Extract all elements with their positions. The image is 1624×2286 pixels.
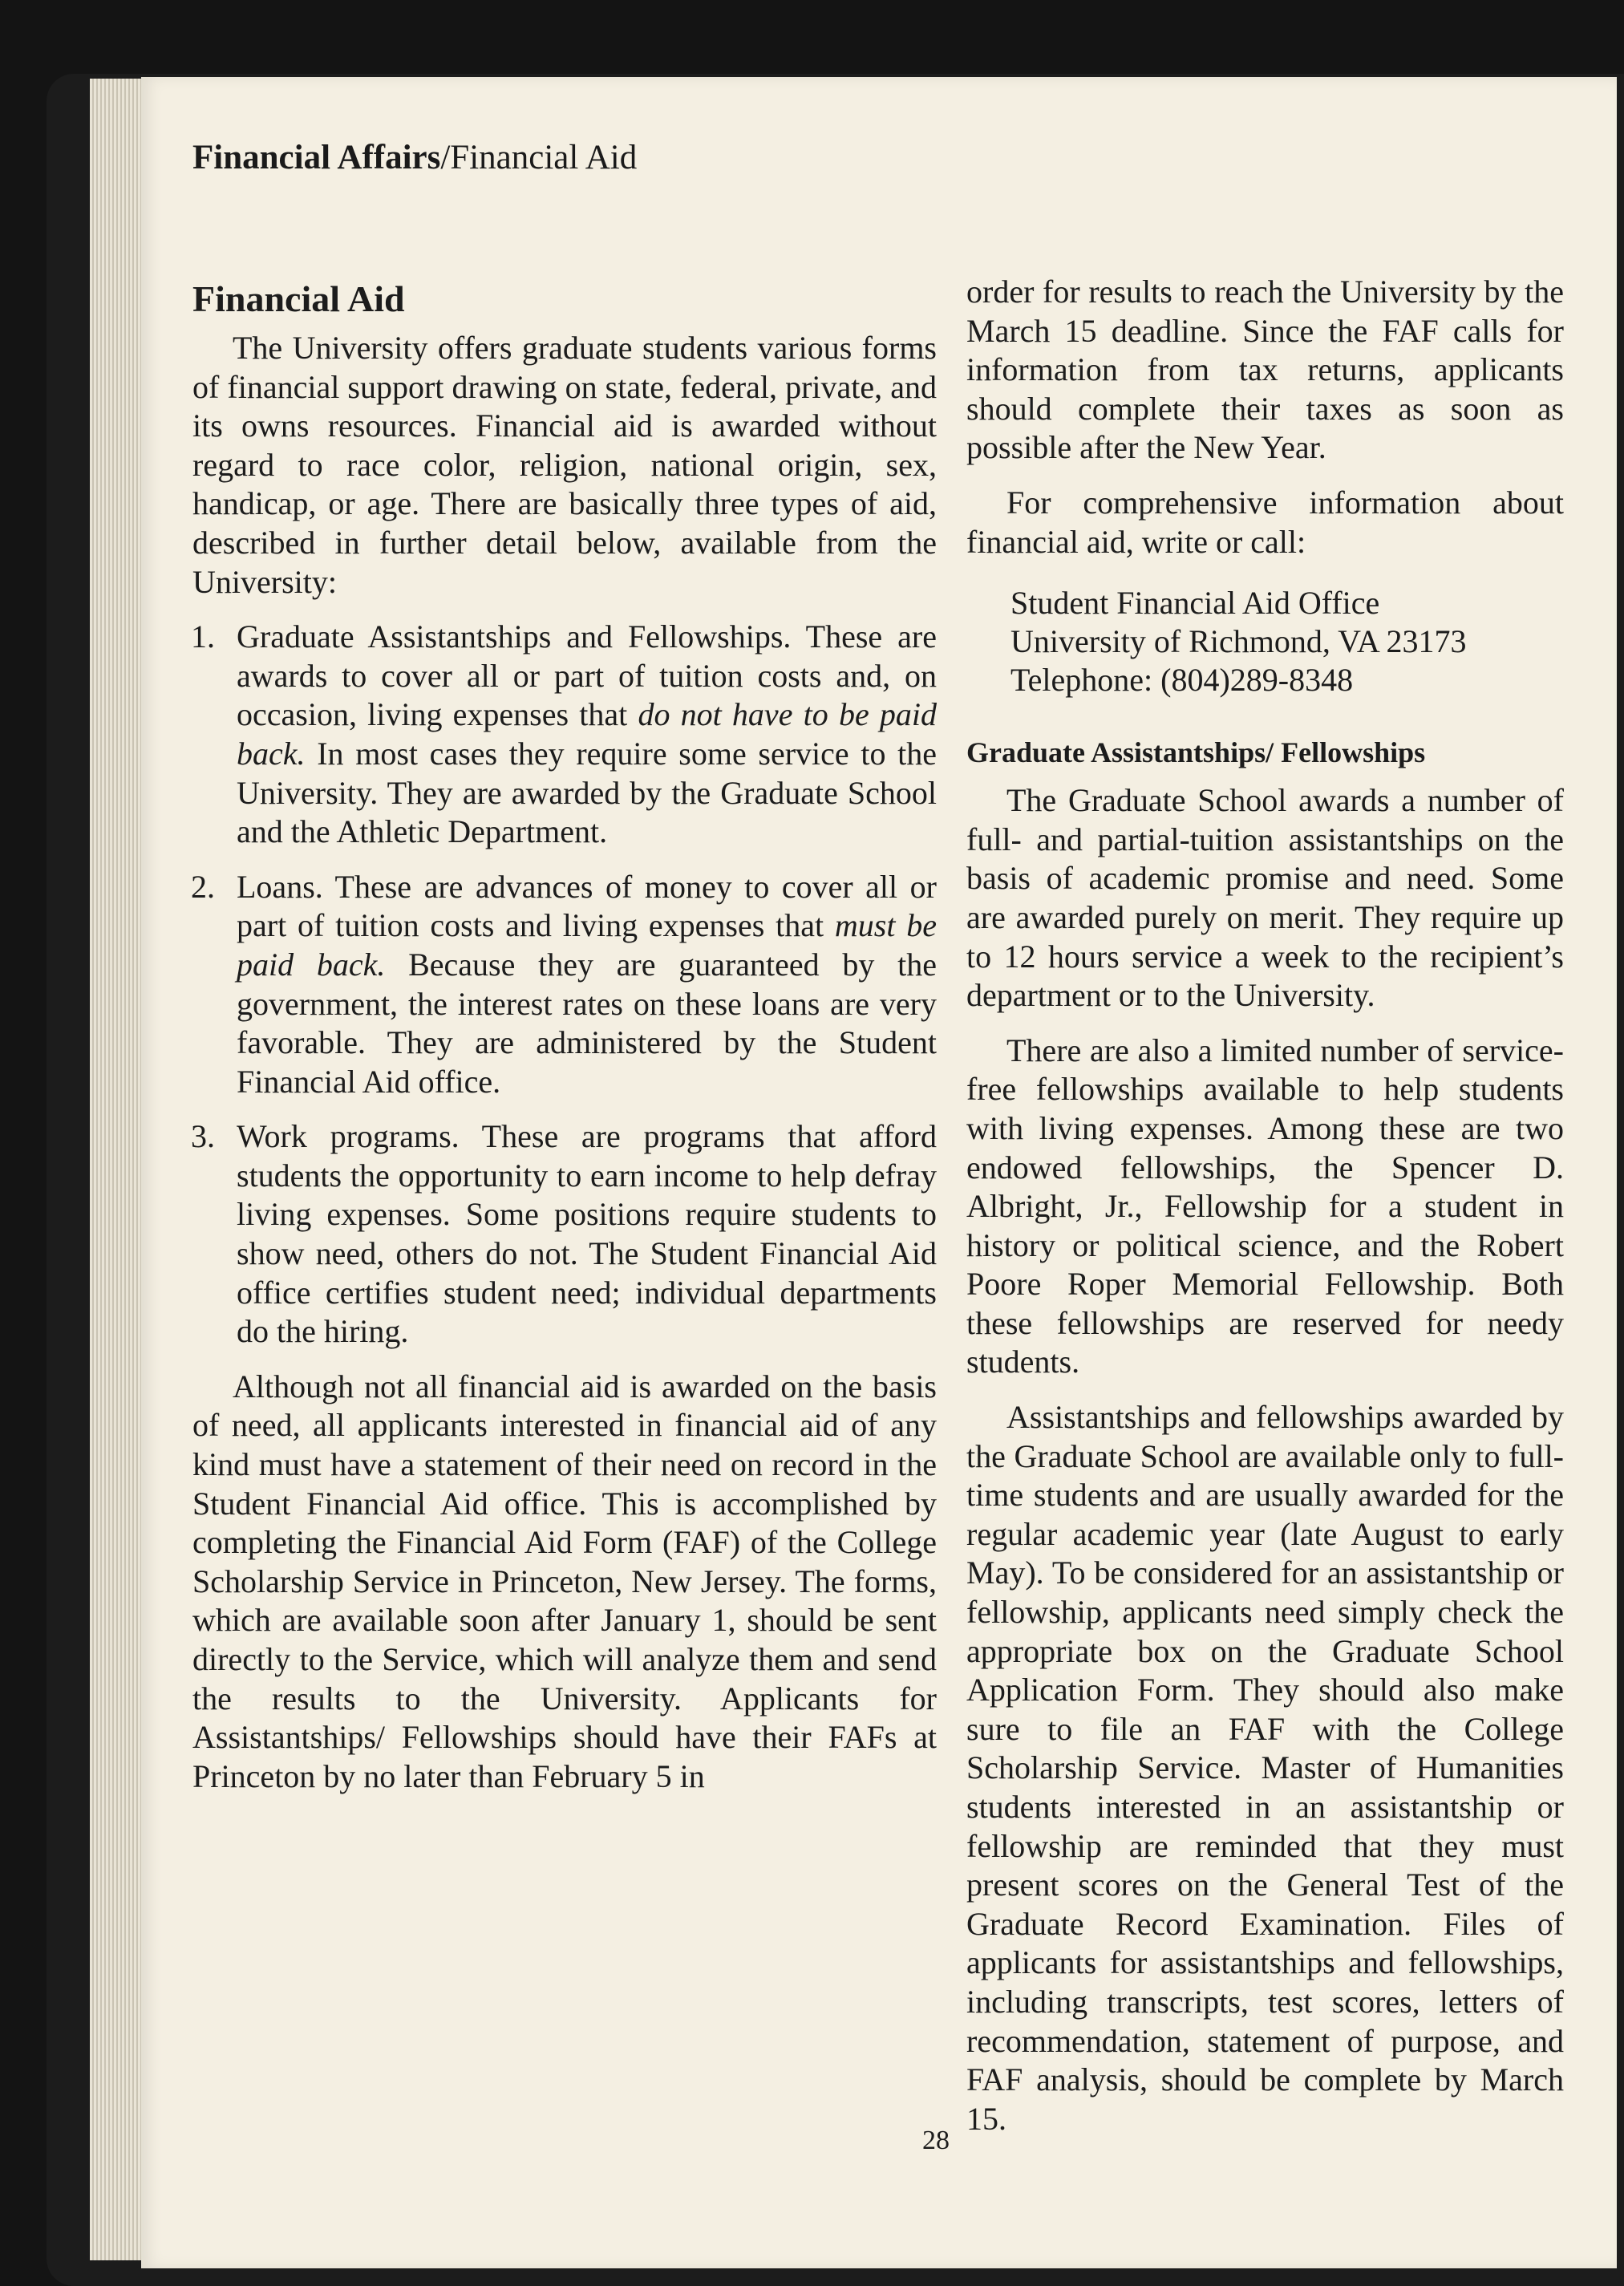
section-title: Financial Aid [192, 278, 405, 319]
left-column [192, 273, 937, 1812]
list-number: 2. [191, 868, 215, 905]
address-line: University of Richmond, VA 23173 [1010, 623, 1467, 660]
running-head-bold: Financial Affairs [192, 139, 441, 176]
list-item [192, 868, 937, 1102]
list-number: 3. [191, 1118, 215, 1155]
running-head [192, 138, 637, 177]
fellowships-paragraph: There are also a limited number of service-free fellowships available to help students with living expenses. Among these are two endowed fellowships, the Spencer D. Albright, Jr., Fellowship for a student in history or political science, and the Robert Poore Roper Memorial Fellowship. Both these fellowships are reserved for needy students. [966, 1032, 1564, 1380]
list-text-after: In most cases they require some service to the University. They are awarded by the Graduate School and the Athletic Department. [237, 735, 937, 850]
subsection-heading: Graduate Assistantships/ Fellowships [966, 736, 1426, 769]
list-number: 1. [191, 618, 215, 655]
intro-paragraph: The University offers graduate students various forms of financial support drawing on state, federal, private, and its owns resources. Financial aid is awarded without regard to race color, religion, national origin, sex, handicap, or age. There are basically three types of aid, described in further detail below, available from the University: [192, 330, 937, 600]
running-head-rest: /Financial Aid [440, 139, 638, 176]
contact-intro: For comprehensive information about financial aid, write or call: [966, 484, 1564, 560]
list-item [192, 1117, 937, 1352]
list-emphasis: must be paid back. [237, 907, 937, 983]
address-line: Telephone: (804)289-8348 [1010, 662, 1354, 699]
list-text: Loans. These are advances of money to cover all or part of tuition costs and living expenses that [237, 868, 937, 944]
list-text: Graduate Assistantships and Fellowships. These are awards to cover all or part of tuition costs and, on occasion, living expenses that [237, 618, 937, 733]
page-number: 28 [922, 2126, 950, 2155]
continuation-paragraph: order for results to reach the University by the March 15 deadline. Since the FAF calls for information from tax returns, applicants should complete their taxes as soon as possible after the New Year. [966, 274, 1564, 466]
address-block [1010, 584, 1564, 699]
list-emphasis: do not have to be paid back. [237, 696, 938, 772]
list-text: Work programs. These are programs that afford students the opportunity to earn income to help defray living expenses. Some positions require students to show need, others do not. The Student Financial Aid office certifies student need; individual departments do the hiring. [237, 1118, 937, 1350]
assistantships-paragraph: The Graduate School awards a number of full- and partial-tuition assistantships on the basis of academic promise and need. Some are awarded purely on merit. They require up to 12 hours service a week to the recipient’s department or to the University. [966, 782, 1564, 1014]
aid-types-list [192, 618, 937, 1352]
list-text-after: Because they are guaranteed by the government, the interest rates on these loans are very favorable. They are administered by the Student Financial Aid office. [237, 946, 937, 1100]
need-paragraph: Although not all financial aid is awarded on the basis of need, all applicants interested in financial aid of any kind must have a statement of their need on record in the Student Financial Aid office. This is accomplished by completing the Financial Aid Form (FAF) of the College Scholarship Service in Princeton, New Jersey. The forms, which are available soon after January 1, should be sent directly to the Service, which will analyze them and send the results to the University. Applicants for Assistantships/ Fellowships should have their FAFs at Princeton by no later than February 5 in [192, 1368, 937, 1794]
right-column [966, 273, 1564, 2154]
application-paragraph: Assistantships and fellowships awarded by the Graduate School are available only to full-time students and are usually awarded for the regular academic year (late August to early May). To be considered for an assistantship or fellowship, applicants need simply check the appropriate box on the Graduate School Application Form. They should also make sure to file an FAF with the College Scholarship Service. Master of Humanities students interested in an assistantship or fellowship are reminded that they must present scores on the General Test of the Graduate Record Examination. Files of applicants for assistantships and fellowships, including transcripts, test scores, letters of recommendation, statement of purpose, and FAF analysis, should be complete by March 15. [966, 1399, 1564, 2137]
list-item [192, 618, 937, 852]
address-line: Student Financial Aid Office [1010, 585, 1380, 622]
